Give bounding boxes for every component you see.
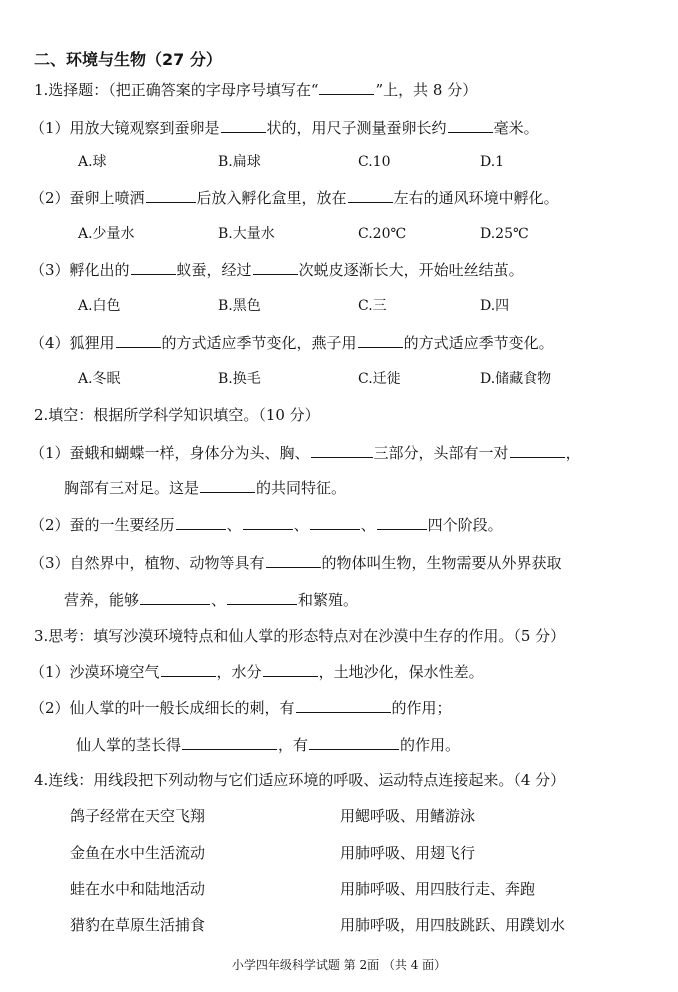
q1-sub1-option-d: D.1 — [480, 154, 505, 170]
q2-sub3-text-a: （3）自然界中，植物、动物等具有 — [30, 554, 265, 572]
q1-sub2 — [30, 188, 559, 208]
q3-sub2-line2 — [76, 735, 460, 755]
q4-stem: 4.连线：用线段把下列动物与它们适应环境的呼吸、运动特点连接起来。（4 分） — [34, 771, 566, 789]
q3-stem: 3.思考：填写沙漠环境特点和仙人掌的形态特点对在沙漠中生存的作用。（5 分） — [34, 627, 566, 645]
q4-right-item-1[interactable]: 用鳃呼吸、用鳍游泳 — [340, 807, 476, 825]
q1-sub2-text-a: （2）蚕卵上喷洒 — [30, 189, 145, 207]
q2-sub3-blank-3[interactable] — [227, 590, 297, 605]
q1-sub4-blank-2[interactable] — [358, 333, 403, 348]
q2-sub2-blank-1[interactable] — [176, 515, 226, 530]
q2-sub2-text-end: 四个阶段。 — [427, 516, 503, 534]
q3-sub2-line1 — [30, 698, 452, 718]
q3-sub1-blank-1[interactable] — [161, 662, 216, 677]
q1-sub1-option-c: C.10 — [358, 154, 391, 170]
q2-sub3-line1 — [30, 553, 562, 573]
q3-sub2-text-e: 的作用。 — [400, 736, 461, 754]
q1-sub3-text-b: 蚁蚕，经过 — [176, 261, 252, 279]
q2-stem: 2.填空：根据所学科学知识填空。（10 分） — [34, 406, 320, 424]
q1-sub2-option-d: D.25℃ — [480, 226, 529, 242]
q1-sub3-option-b: B.黑色 — [218, 298, 261, 314]
q2-sub3-text-b: 的物体叫生物，生物需要从外界获取 — [321, 554, 562, 572]
q3-sub2-text-a: （2）仙人掌的叶一般长成细长的刺，有 — [30, 699, 295, 717]
q2-sub2-text-a: （2）蚕的一生要经历 — [30, 516, 175, 534]
q2-sub1-text-e: 的共同特征。 — [256, 479, 347, 497]
q2-sub2-blank-2[interactable] — [243, 515, 293, 530]
q1-sub4-option-b: B.换毛 — [218, 371, 261, 387]
q1-sub2-text-c: 左右的通风环境中孵化。 — [393, 189, 559, 207]
q2-sub1-text-a: （1）蚕蛾和蝴蝶一样，身体分为头、胸、 — [30, 444, 310, 462]
q1-sub1-option-b: B.扁球 — [218, 154, 261, 170]
q1-sub3-text-c: 次蜕皮逐渐长大，开始吐丝结茧。 — [298, 261, 524, 279]
q2-sub3-line2 — [64, 590, 358, 610]
q4-left-item-4[interactable]: 猎豹在草原生活捕食 — [70, 916, 206, 934]
q1-sub2-blank-1[interactable] — [146, 188, 196, 203]
q2-sub2 — [30, 515, 503, 535]
q3-sub2-blank-3[interactable] — [309, 735, 399, 750]
q2-sub3-text-d: 、 — [211, 591, 227, 609]
q3-sub1-text-b: ，水分 — [216, 663, 262, 681]
q2-sub2-sep-3: 、 — [360, 516, 376, 534]
q1-stem — [34, 80, 477, 100]
section-title: 二、环境与生物（27 分） — [34, 50, 222, 69]
q3-sub2-text-c: 仙人掌的茎长得 — [76, 736, 182, 754]
q1-sub2-option-c: C.20℃ — [358, 226, 407, 242]
q3-sub1-text-c: ，土地沙化，保水性差。 — [318, 663, 484, 681]
q1-sub1-text-b: 状的，用尺子测量蚕卵长约 — [266, 119, 447, 137]
q4-right-item-3[interactable]: 用肺呼吸、用四肢行走、奔跑 — [340, 880, 536, 898]
q2-sub1-blank-3[interactable] — [200, 478, 255, 493]
q2-sub3-text-c: 营养，能够 — [64, 591, 140, 609]
q2-sub3-text-e: 和繁殖。 — [298, 591, 359, 609]
q1-sub1-text-a: （1）用放大镜观察到蚕卵是 — [30, 119, 220, 137]
q2-sub1-line1 — [30, 443, 581, 463]
q1-sub4-option-c: C.迁徙 — [358, 371, 401, 387]
q3-sub2-blank-1[interactable] — [296, 698, 391, 713]
page-footer: 小学四年级科学试题 第 2面 （共 4 面） — [231, 958, 447, 972]
q1-sub3-option-c: C.三 — [358, 298, 387, 314]
q2-sub3-blank-2[interactable] — [140, 590, 210, 605]
q3-sub2-text-b: 的作用； — [391, 699, 452, 717]
q2-sub2-blank-3[interactable] — [310, 515, 360, 530]
q1-sub3-option-d: D.四 — [480, 298, 510, 314]
q1-stem-end: ”上，共 8 分） — [375, 81, 478, 99]
q1-sub1 — [30, 118, 539, 138]
q2-sub3-blank-1[interactable] — [266, 553, 321, 568]
q3-sub1-text-a: （1）沙漠环境空气 — [30, 663, 160, 681]
q4-left-item-3[interactable]: 蛙在水中和陆地活动 — [70, 880, 206, 898]
q4-right-item-4[interactable]: 用肺呼吸，用四肢跳跃、用蹼划水 — [340, 916, 566, 934]
q1-sub3-blank-1[interactable] — [131, 260, 176, 275]
q1-sub4-option-d: D.储藏食物 — [480, 371, 552, 387]
q1-sub3-blank-2[interactable] — [253, 260, 298, 275]
q1-sub4-option-a: A.冬眠 — [78, 371, 121, 387]
q1-sub2-text-b: 后放入孵化盒里，放在 — [196, 189, 347, 207]
q2-sub1-blank-1[interactable] — [311, 443, 373, 458]
q1-sub1-blank-1[interactable] — [221, 118, 266, 133]
q2-sub1-text-c: ， — [565, 444, 581, 462]
q1-sub4-text-b: 的方式适应季节变化，燕子用 — [161, 334, 357, 352]
q3-sub1 — [30, 662, 484, 682]
q1-sub3-option-a: A.白色 — [78, 298, 121, 314]
q4-left-item-1[interactable]: 鸽子经常在天空飞翔 — [70, 807, 206, 825]
q2-sub2-blank-4[interactable] — [377, 515, 427, 530]
q2-sub1-line2 — [64, 478, 346, 498]
q1-sub4-text-a: （4）狐狸用 — [30, 334, 115, 352]
q2-sub1-text-b: 三部分，头部有一对 — [373, 444, 509, 462]
q1-sub1-blank-2[interactable] — [448, 118, 493, 133]
q1-sub3 — [30, 260, 524, 280]
q1-sub2-option-b: B.大量水 — [218, 226, 275, 242]
q3-sub2-blank-2[interactable] — [182, 735, 277, 750]
q1-stem-text: 1.选择题：（把正确答案的字母序号填写在“ — [34, 81, 319, 99]
q1-sub1-text-c: 毫米。 — [493, 119, 539, 137]
q3-sub1-blank-2[interactable] — [263, 662, 318, 677]
q2-sub2-sep-2: 、 — [293, 516, 309, 534]
q1-stem-blank[interactable] — [319, 80, 374, 95]
q2-sub1-text-d: 胸部有三对足。这是 — [64, 479, 200, 497]
q1-sub2-blank-2[interactable] — [348, 188, 393, 203]
q1-sub3-text-a: （3）孵化出的 — [30, 261, 130, 279]
q4-right-item-2[interactable]: 用肺呼吸、用翅飞行 — [340, 844, 476, 862]
q2-sub2-sep-1: 、 — [226, 516, 242, 534]
q1-sub4-blank-1[interactable] — [116, 333, 161, 348]
q1-sub4-text-c: 的方式适应季节变化。 — [403, 334, 554, 352]
q1-sub1-option-a: A.球 — [78, 154, 107, 170]
q3-sub2-text-d: ，有 — [278, 736, 309, 754]
q1-sub4 — [30, 333, 554, 353]
q1-sub2-option-a: A.少量水 — [78, 226, 135, 242]
q2-sub1-blank-2[interactable] — [510, 443, 565, 458]
q4-left-item-2[interactable]: 金鱼在水中生活流动 — [70, 844, 206, 862]
